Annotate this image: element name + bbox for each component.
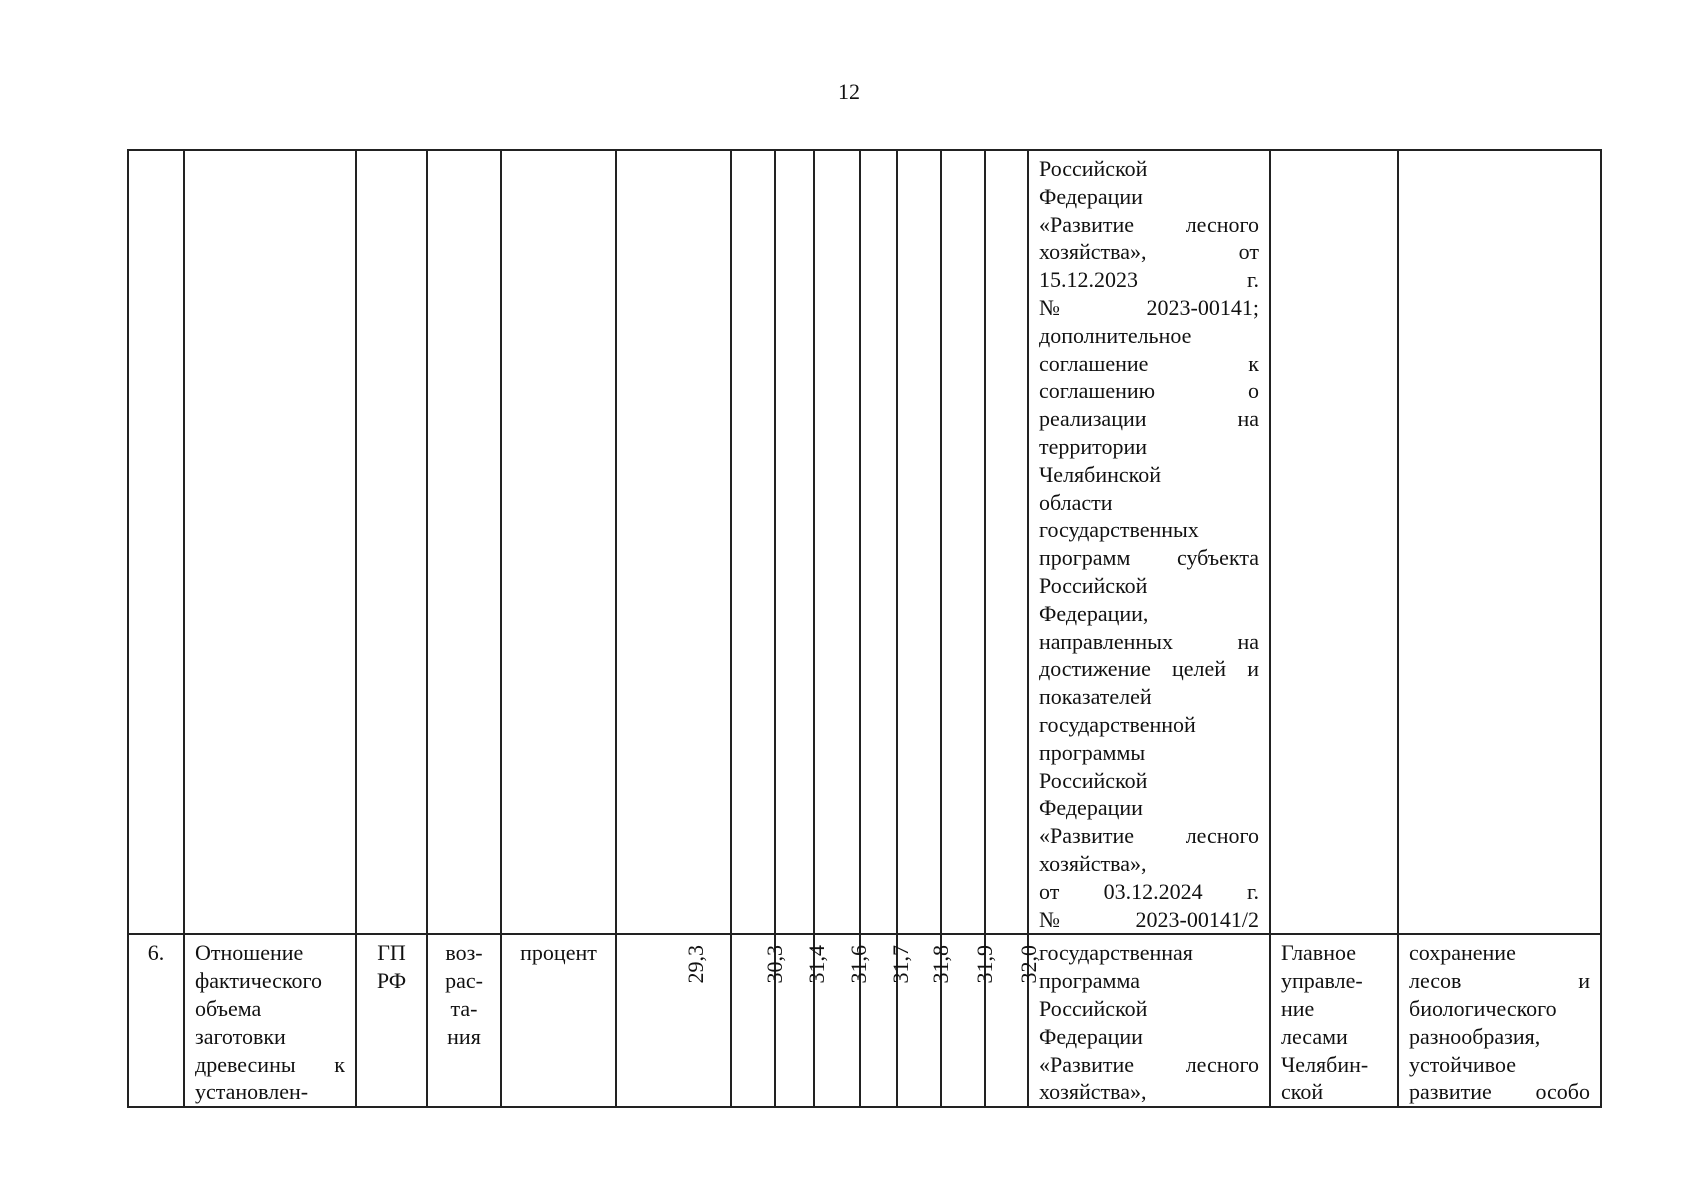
- level-cell: [356, 934, 427, 1107]
- text-line: 15.12.2023 г.: [1039, 267, 1259, 293]
- text-line: заготовки: [195, 1023, 286, 1049]
- cell-empty: [897, 150, 941, 934]
- text-line: программы: [1039, 739, 1146, 765]
- text-line: № 2023-00141/2: [1039, 906, 1259, 932]
- text-line: государственных: [1039, 517, 1199, 543]
- text-line: установлен-: [195, 1079, 309, 1105]
- text-line: хозяйства»,: [1039, 850, 1147, 876]
- text-line: воз-: [445, 940, 483, 966]
- base-value-cell: [616, 934, 731, 1107]
- year-value: 31,7: [887, 945, 913, 984]
- text-line: ние: [1281, 995, 1315, 1021]
- trend-text: [428, 935, 500, 1050]
- text-line: Российской: [1039, 995, 1148, 1021]
- page-number: 12: [838, 79, 860, 104]
- text-line: РФ: [376, 968, 407, 994]
- cell-empty: [1270, 150, 1398, 934]
- year-value: 30,3: [762, 945, 787, 984]
- cell-empty: [128, 150, 184, 934]
- text-line: № 2023-00141;: [1039, 294, 1259, 320]
- goal-cell: [1398, 934, 1601, 1107]
- cell-empty: [775, 150, 814, 934]
- text-line: «Развитие лесного: [1039, 823, 1259, 849]
- year-value-cell: [941, 934, 997, 1107]
- text-line: «Развитие лесного: [1039, 211, 1259, 237]
- cell-empty: [427, 150, 501, 934]
- text-line: Челябин-: [1281, 1051, 1369, 1077]
- text-line: Федерации: [1039, 795, 1143, 821]
- text-line: ния: [447, 1023, 481, 1049]
- year-value-cell: [775, 934, 829, 1107]
- level-text: [357, 935, 426, 995]
- unit-text: процент: [520, 940, 597, 966]
- year-value-cell: [985, 934, 1041, 1107]
- text-line: управле-: [1281, 968, 1363, 994]
- basis-cell: [1028, 934, 1270, 1107]
- cell-empty: [860, 150, 897, 934]
- text-line: хозяйства», от: [1039, 239, 1259, 265]
- text-line: реализации на: [1039, 406, 1259, 432]
- year-value-cell: [731, 934, 787, 1107]
- indicator-text: [185, 935, 355, 1106]
- goal-text: [1399, 935, 1600, 1106]
- table-row-6: [128, 934, 1601, 1107]
- text-line: от 03.12.2024 г.: [1039, 878, 1259, 904]
- text-line: лесов и: [1409, 968, 1590, 994]
- text-line: устойчивое: [1409, 1051, 1516, 1077]
- text-line: Челябинской: [1039, 461, 1162, 487]
- text-line: программ субъекта: [1039, 545, 1259, 571]
- text-line: области: [1039, 489, 1113, 515]
- year-value: 31,4: [803, 945, 829, 984]
- year-value: 31,8: [928, 945, 953, 984]
- text-line: «Развитие лесного: [1039, 1051, 1259, 1077]
- text-line: фактического: [195, 968, 322, 994]
- text-line: биологического: [1409, 995, 1557, 1021]
- base-value: 29,3: [682, 945, 708, 984]
- text-line: хозяйства»,: [1039, 1079, 1147, 1105]
- text-line: рас-: [445, 968, 483, 994]
- text-line: древесины к: [195, 1051, 345, 1077]
- cell-empty: [184, 150, 356, 934]
- text-line: разнообразия,: [1409, 1023, 1541, 1049]
- row-number-cell: [128, 934, 184, 1107]
- basis-cell: [1028, 150, 1270, 934]
- text-line: Российской: [1039, 156, 1148, 181]
- year-value-cell: [814, 934, 871, 1107]
- year-value-cell: [897, 934, 953, 1107]
- basis-text: [1029, 935, 1269, 1106]
- cell-empty: [814, 150, 860, 934]
- row-number: 6.: [147, 940, 165, 966]
- text-line: Главное: [1281, 940, 1357, 966]
- trend-cell: [427, 934, 501, 1107]
- text-line: Федерации: [1039, 1023, 1143, 1049]
- cell-empty: [941, 150, 985, 934]
- basis-text: [1029, 151, 1269, 933]
- responsible-text: [1271, 935, 1397, 1106]
- year-value: 32,0: [1015, 945, 1041, 984]
- cell-empty: [501, 150, 616, 934]
- text-line: Отношение: [195, 940, 304, 966]
- text-line: ской: [1281, 1079, 1324, 1105]
- responsible-cell: [1270, 934, 1398, 1107]
- indicator-cell: [184, 934, 356, 1107]
- cell-empty: [616, 150, 731, 934]
- text-line: сохранение: [1409, 940, 1516, 966]
- indicators-table: [127, 149, 1602, 1108]
- text-line: лесами: [1281, 1023, 1348, 1049]
- text-line: соглашение к: [1039, 350, 1259, 376]
- text-line: показателей: [1039, 684, 1152, 710]
- text-line: та-: [450, 995, 478, 1021]
- cell-empty: [356, 150, 427, 934]
- text-line: территории: [1039, 433, 1148, 459]
- text-line: Российской: [1039, 767, 1148, 793]
- text-line: дополнительное: [1039, 322, 1192, 348]
- year-value-cell: [860, 934, 913, 1107]
- cell-empty: [985, 150, 1028, 934]
- text-line: государственная: [1039, 940, 1193, 966]
- text-line: ГП: [377, 940, 406, 966]
- text-line: государственной: [1039, 711, 1196, 737]
- text-line: направленных на: [1039, 628, 1259, 654]
- text-line: программа: [1039, 968, 1141, 994]
- year-value: 31,6: [846, 945, 871, 984]
- text-line: развитие особо: [1409, 1079, 1590, 1105]
- text-line: Российской: [1039, 572, 1148, 598]
- year-value: 31,9: [972, 945, 997, 984]
- text-line: Федерации: [1039, 183, 1143, 209]
- table-row-continuation: [128, 150, 1601, 934]
- cell-empty: [1398, 150, 1601, 934]
- cell-empty: [731, 150, 775, 934]
- unit-cell: [501, 934, 616, 1107]
- text-line: достижение целей и: [1039, 656, 1259, 682]
- text-line: Федерации,: [1039, 600, 1149, 626]
- text-line: соглашению о: [1039, 378, 1259, 404]
- text-line: объема: [195, 995, 262, 1021]
